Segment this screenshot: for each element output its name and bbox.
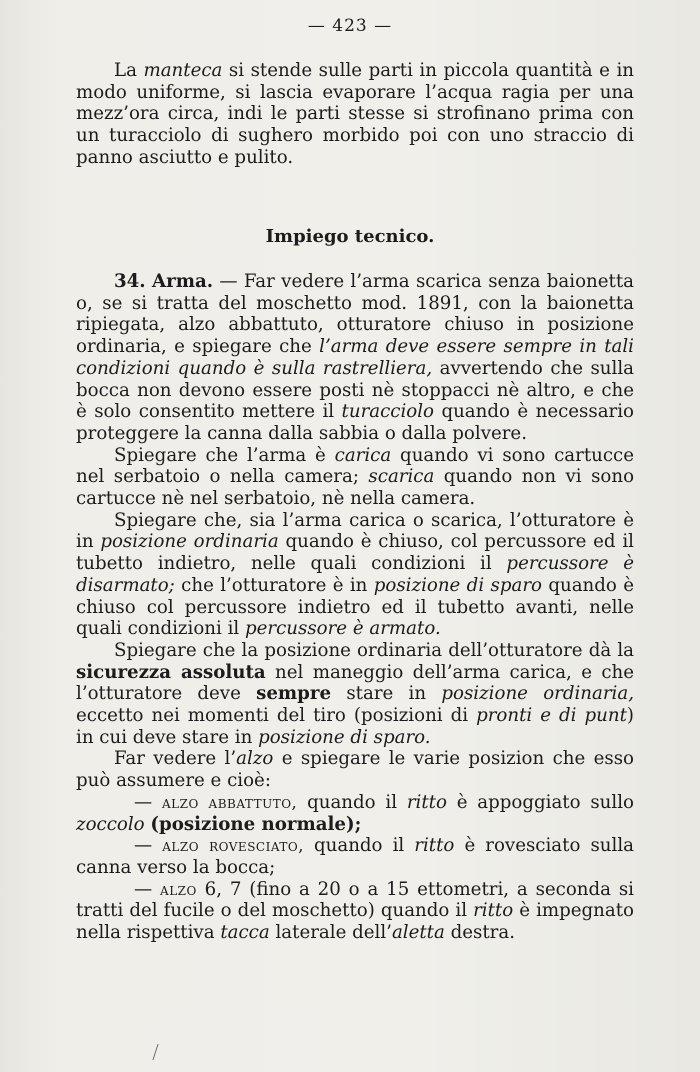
text-run: ) in cui deve stare in <box>76 705 634 748</box>
text-run: stare in <box>331 683 442 705</box>
bold-run: sicurezza assoluta <box>76 661 266 683</box>
bold-run: sempre <box>256 683 332 705</box>
dash: — <box>134 835 163 857</box>
text-run: quando il <box>303 835 415 857</box>
text-run: quando è chiuso, col percussore ed il tubetto indietro, nelle quali condizioni il <box>76 531 634 575</box>
text-run: Far vedere l’ <box>114 748 237 770</box>
list-item-alzo-abbattuto <box>76 792 634 835</box>
text-run: quando il <box>297 791 407 813</box>
italic-run: scarica <box>368 466 435 488</box>
text-run: eccetto nei momenti del tiro (posizioni di <box>76 705 477 727</box>
text-run: 6, 7 (fino a 20 o a 15 ettometri, a seconda si tratti del fucile o del moschetto) quando il <box>76 878 634 922</box>
text-run: laterale dell’ <box>269 922 392 944</box>
italic-run: percussore è armato. <box>245 618 441 640</box>
dash: — <box>134 791 162 813</box>
paragraph-alzo <box>76 748 634 791</box>
italic-run: aletta <box>391 922 445 944</box>
italic-run: carica <box>334 444 392 466</box>
italic-run: l’arma deve essere sempre in tali condizioni quando è sulla rastrelliera, <box>76 336 634 379</box>
text-run: destra. <box>444 922 515 944</box>
italic-run: posizione di sparo. <box>258 726 431 748</box>
paragraph-carica <box>76 445 634 510</box>
italic-run: alzo <box>236 748 274 770</box>
small-caps-run: alzo rovesciato, <box>162 836 304 856</box>
intro-paragraph <box>76 60 634 169</box>
dash: — <box>134 878 161 900</box>
bold-run: (posizione normale); <box>150 813 362 835</box>
text-run: nel maneggio dell’arma carica, e che l’otturatore deve <box>76 661 634 705</box>
section-body <box>76 271 634 944</box>
text-run: Spiegare che l’arma è <box>114 444 335 466</box>
italic-run: tacca <box>220 922 270 944</box>
italic-run: turacciolo <box>341 401 435 423</box>
italic-run: posizione ordinaria <box>100 531 279 553</box>
italic-run: posizione di sparo <box>373 574 542 596</box>
text-run: — Far vedere l’arma scarica senza baionetta o, se si tratta del moschetto mod. 1891, con la baionetta ripiegata, alzo abbattuto, otturatore chiuso in posizione ordinaria, e spiegare che <box>76 271 634 358</box>
paragraph-arma <box>76 271 634 445</box>
italic-run: ritto <box>414 835 455 857</box>
text-run: e spiegare le varie posizion che esso può assumere e cioè: <box>76 748 634 792</box>
text-run: è rovesciato sulla canna verso la bocca; <box>76 835 634 878</box>
italic-run: pronti e di punt <box>476 705 627 727</box>
page-number: — 423 — <box>307 16 393 36</box>
text-run: Spiegare che la posizione ordinaria dell’otturatore dà la <box>114 639 634 661</box>
italic-run: posizione ordinaria, <box>441 683 634 705</box>
list-item-alzo-6-7 <box>76 879 634 944</box>
section-title: Arma. <box>152 271 214 292</box>
text-run: che l’otturatore è in <box>174 574 374 596</box>
text-run: è appoggiato sullo <box>446 791 634 813</box>
section-heading: Impiego tecnico. <box>265 226 435 247</box>
text-run: è impegnato nella rispettiva <box>76 900 634 944</box>
text-run: avvertendo che sulla bocca non devono essere posti nè stoppacci nè altro, e che è solo consentito mettere il <box>76 357 634 423</box>
text-run: Spiegare che, sia l’arma carica o scarica, l’otturatore è in <box>76 509 634 553</box>
small-caps-run: alzo abbattuto, <box>161 792 298 812</box>
text-run: si stende sulle parti in piccola quantità e in modo uniforme, si lascia evaporare l’acqua ragia per una mezz’ora circa, indi le parti stesse si strofinano prima con un turacciolo di sughero morbido poi con uno straccio di panno asciutto e pulito. <box>76 60 634 168</box>
pencil-mark <box>152 1044 164 1060</box>
paragraph-otturatore <box>76 510 634 640</box>
section-number: 34. <box>114 271 146 292</box>
italic-run: ritto <box>406 791 447 813</box>
italic-run: zoccolo <box>76 813 145 835</box>
italic-term: manteca <box>143 60 223 81</box>
text-run: quando vi sono cartucce nel serbatoio o nella camera; <box>76 444 634 488</box>
text-run: La <box>114 60 144 81</box>
small-caps-run: alzo <box>160 879 197 899</box>
italic-run: ritto <box>473 900 514 922</box>
italic-run: percussore è disarmato; <box>76 553 634 596</box>
list-item-alzo-rovesciato <box>76 835 634 878</box>
paragraph-sicurezza <box>76 640 634 749</box>
text-run: quando non vi sono cartucce nè nel serbatoio, nè nella camera. <box>76 466 635 510</box>
text-run: quando è chiuso col percussore indietro ed il tubetto avanti, nelle quali condizioni il <box>76 574 634 640</box>
text-run: quando è necessario proteggere la canna dalla sabbia o dalla polvere. <box>76 401 634 444</box>
